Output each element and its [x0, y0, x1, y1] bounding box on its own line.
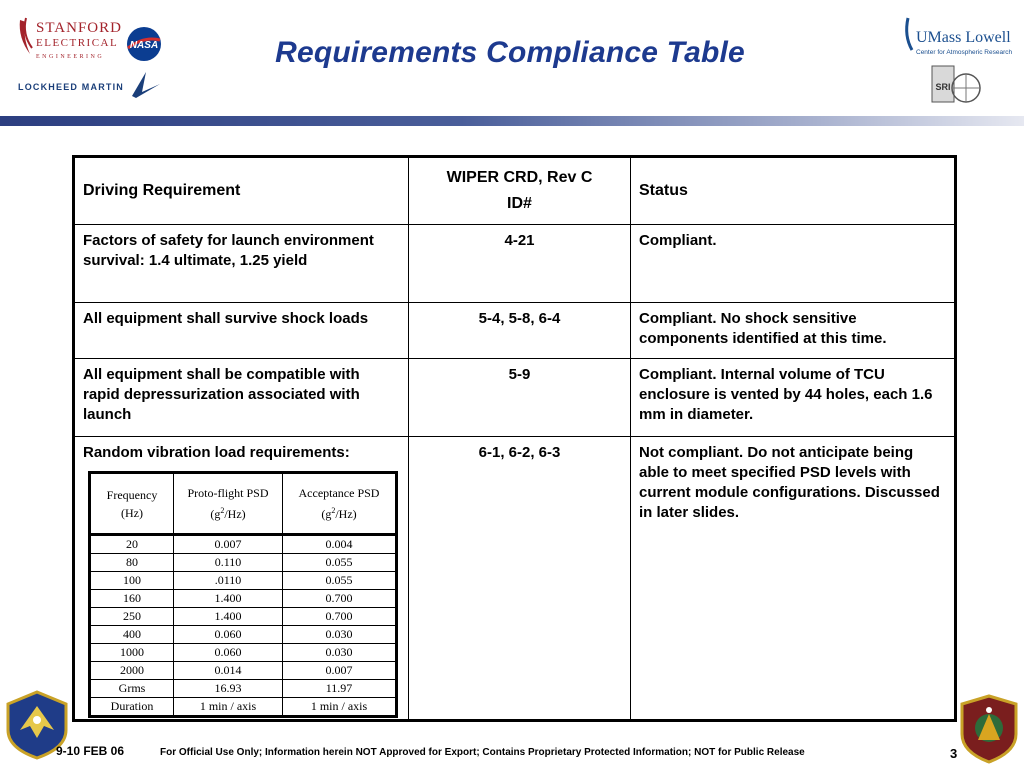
svg-text:Center for Atmospheric Researc: Center for Atmospheric Research	[916, 49, 1013, 56]
psd-row: 1000 0.060 0.030	[90, 644, 397, 662]
requirement-cell	[75, 437, 409, 719]
svg-text:LOCKHEED MARTIN: LOCKHEED MARTIN	[18, 82, 124, 92]
psd-header-acceptance: Acceptance PSD $(g^2/Hz)$	[283, 473, 397, 535]
psd-row: Duration 1 min / axis 1 min / axis	[90, 698, 397, 717]
status-cell: Not compliant. Do not anticipate being able to meet specified PSD levels with current module configurations. Discussed in later slides.	[639, 444, 940, 521]
psd-header-frequency: Frequency (Hz)	[90, 473, 174, 535]
psd-row: 400 0.060 0.030	[90, 626, 397, 644]
nasa-logo	[126, 26, 162, 62]
crd-id-cell: 5-4, 5-8, 6-4	[409, 303, 631, 358]
psd-header-protoflight: Proto-flight PSD $(g^2/Hz)$	[174, 473, 283, 535]
crd-id-cell: 5-9	[409, 359, 631, 436]
psd-header-row	[90, 473, 397, 535]
header-driving-requirement: Driving Requirement	[75, 158, 409, 224]
random-vibration-label: Random vibration load requirements:	[83, 444, 350, 461]
svg-text:STANFORD: STANFORD	[36, 20, 122, 36]
psd-row: Grms 16.93 11.97	[90, 680, 397, 698]
psd-row: 20 0.007 0.004	[90, 535, 397, 554]
svg-text:UMass Lowell: UMass Lowell	[916, 29, 1011, 46]
psd-row: 250 1.400 0.700	[90, 608, 397, 626]
svg-text:ENGINEERING: ENGINEERING	[36, 54, 105, 60]
psd-row: 100 .0110 0.055	[90, 572, 397, 590]
crd-id-cell: 4-21	[409, 225, 631, 302]
requirements-compliance-table	[72, 155, 957, 722]
space-vehicles-directorate-seal	[958, 694, 1020, 764]
status-cell: Compliant.	[639, 232, 717, 249]
psd-row: 2000 0.014 0.007	[90, 662, 397, 680]
stanford-electrical-engineering-logo	[16, 14, 128, 62]
page-title: Requirements Compliance Table	[275, 36, 745, 69]
footer-distribution-notice: For Official Use Only; Information herein NOT Approved for Export; Contains Proprietary Protected Information; NOT for Public Release	[160, 747, 805, 758]
psd-row: 160 1.400 0.700	[90, 590, 397, 608]
header-crd-id	[409, 158, 631, 224]
header-crd-line1: WIPER CRD, Rev C	[446, 169, 593, 186]
footer-date: 9-10 FEB 06	[56, 744, 125, 758]
svg-text:NASA: NASA	[129, 40, 159, 51]
crd-id-cell: 6-1, 6-2, 6-3	[409, 437, 631, 719]
table-row	[75, 437, 954, 719]
psd-row: 80 0.110 0.055	[90, 554, 397, 572]
svg-text:ELECTRICAL: ELECTRICAL	[36, 37, 119, 49]
status-cell: Compliant. Internal volume of TCU enclosure is vented by 44 holes, each 1.6 mm in diameter.	[639, 366, 933, 423]
header-status: Status	[639, 182, 688, 199]
umass-lowell-logo	[902, 14, 1014, 64]
table-row	[75, 225, 954, 303]
status-cell: Compliant. No shock sensitive components identified at this time.	[639, 310, 887, 347]
requirement-cell: Factors of safety for launch environment survival: 1.4 ultimate, 1.25 yield	[75, 225, 409, 302]
svg-text:SRI: SRI	[935, 82, 951, 92]
table-row	[75, 359, 954, 437]
page-number: 3	[950, 746, 958, 761]
lockheed-martin-logo	[14, 70, 164, 100]
requirement-cell: All equipment shall be compatible with rapid depressurization associated with launch	[75, 359, 409, 436]
header-crd-line2: ID#	[507, 195, 532, 212]
table-header-row	[75, 158, 954, 225]
sri-logo	[930, 64, 982, 106]
psd-levels-table	[88, 471, 398, 718]
table-row	[75, 303, 954, 359]
title-divider-bar	[0, 116, 1024, 126]
requirement-cell: All equipment shall survive shock loads	[75, 303, 409, 358]
